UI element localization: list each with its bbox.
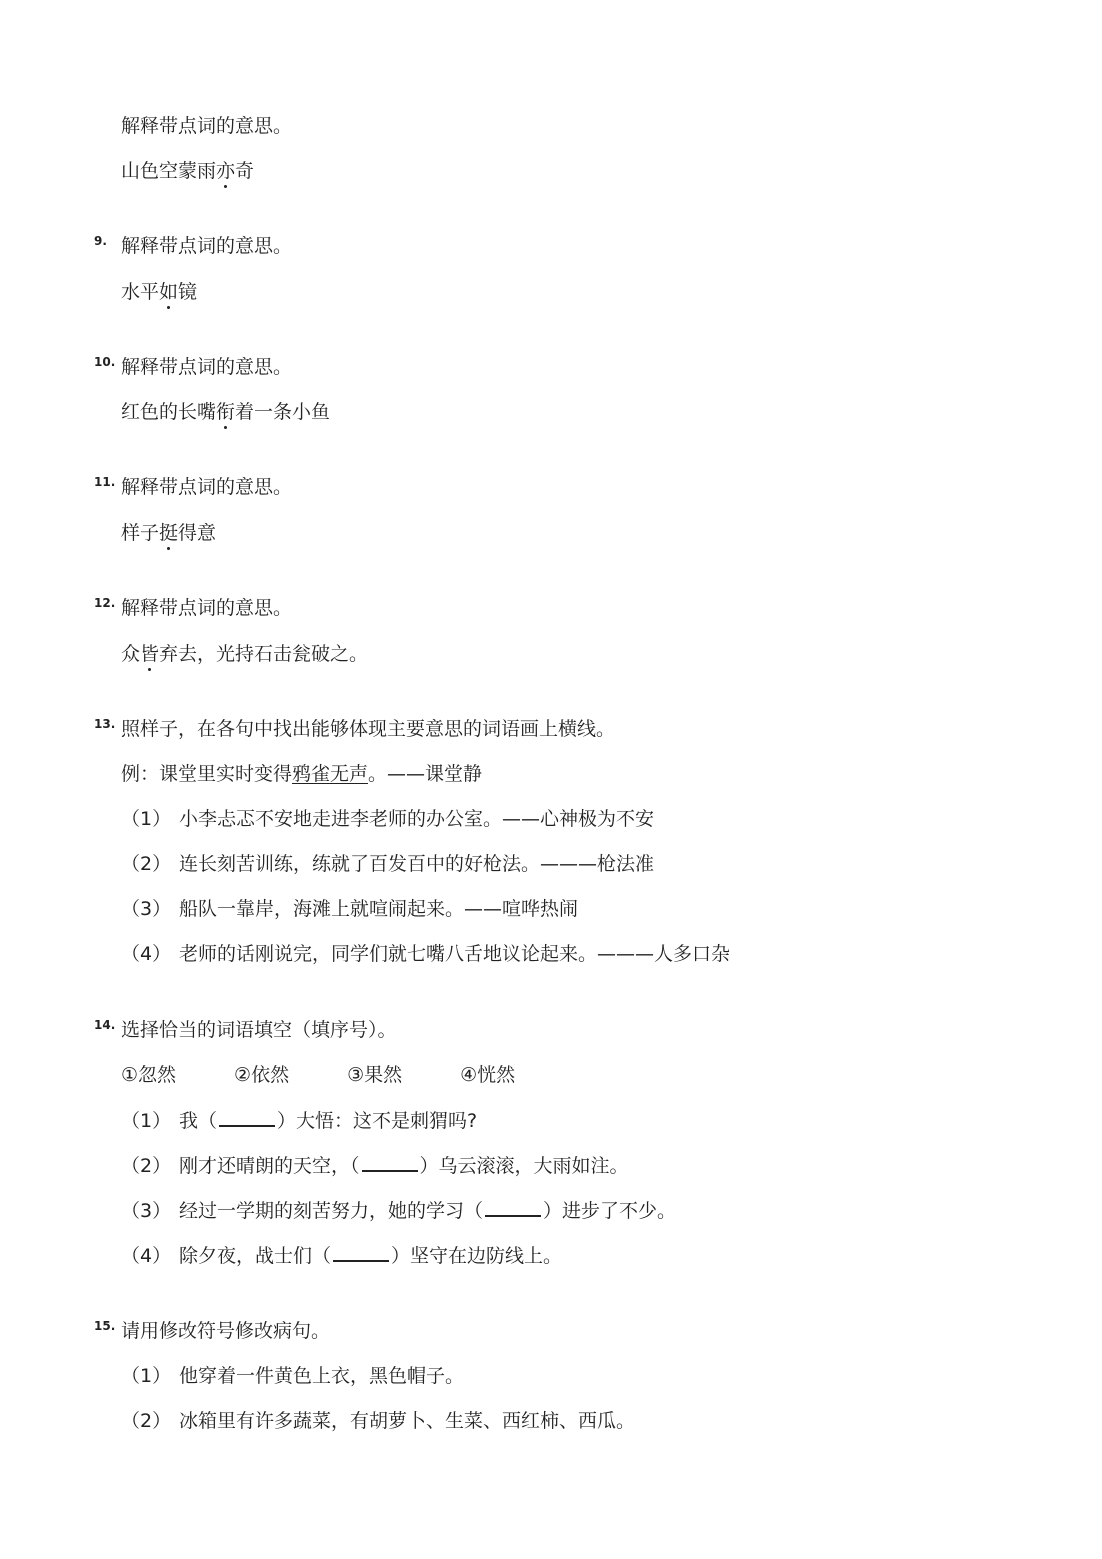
q13-item-4-text: 老师的话刚说完，同学们就七嘴八舌地议论起来。———人多口杂	[179, 943, 731, 965]
q13-item-2-label: （2）	[121, 853, 172, 875]
q14-option-1: ①忽然	[121, 1064, 177, 1086]
q10-dotted-word: 衔	[216, 401, 236, 423]
q13-number: 13.	[94, 717, 116, 731]
q13-example-post: 。——课堂静	[368, 763, 483, 785]
q10-pre: 红色的长嘴	[121, 401, 217, 423]
q11-prompt: 解释带点词的意思。	[121, 476, 293, 498]
q13-item-1	[121, 806, 654, 832]
q13-item-2	[121, 851, 654, 877]
q8-prompt: 解释带点词的意思。	[121, 115, 293, 137]
q13-example	[121, 761, 482, 787]
q14-item-3-blank[interactable]	[485, 1197, 541, 1217]
q14-item-4	[121, 1242, 562, 1269]
q14-item-2	[121, 1152, 629, 1179]
q10-post: 着一条小鱼	[235, 401, 331, 423]
q9-number: 9.	[94, 234, 107, 248]
q8-sentence	[121, 158, 254, 184]
q15-item-1	[121, 1363, 464, 1389]
q13-item-2-text: 连长刻苦训练，练就了百发百中的好枪法。———枪法准	[179, 853, 655, 875]
q10-prompt: 解释带点词的意思。	[121, 356, 293, 378]
q14-option-4: ④恍然	[460, 1064, 516, 1086]
q14-item-4-pre: 除夕夜，战士们（	[179, 1245, 332, 1267]
q13-item-4-label: （4）	[121, 943, 172, 965]
q10-number: 10.	[94, 355, 116, 369]
q14-item-3-post: ）进步了不少。	[543, 1200, 677, 1222]
q13-item-1-label: （1）	[121, 808, 172, 830]
q14-prompt: 选择恰当的词语填空（填序号）。	[121, 1019, 397, 1041]
q14-item-2-label: （2）	[121, 1155, 172, 1177]
q11-post: 得意	[178, 522, 217, 544]
q14-item-2-pre: 刚才还晴朗的天空，（	[179, 1155, 360, 1177]
q13-item-3	[121, 896, 578, 922]
q14-item-3-pre: 经过一学期的刻苦努力，她的学习（	[179, 1200, 484, 1222]
q8-post: 奇	[235, 160, 255, 182]
q14-item-2-post: ）乌云滚滚，大雨如注。	[419, 1155, 629, 1177]
q14-item-2-blank[interactable]	[362, 1152, 418, 1172]
q14-options	[121, 1062, 573, 1088]
q15-item-1-text: 他穿着一件黄色上衣，黑色帽子。	[179, 1365, 465, 1387]
q11-sentence	[121, 520, 216, 546]
q9-prompt: 解释带点词的意思。	[121, 235, 293, 257]
q13-prompt: 照样子，在各句中找出能够体现主要意思的词语画上横线。	[121, 718, 616, 740]
q13-example-underlined: 鸦雀无声	[292, 763, 369, 785]
q14-item-3-label: （3）	[121, 1200, 172, 1222]
q12-sentence	[121, 641, 368, 667]
q14-option-2: ②依然	[234, 1064, 290, 1086]
q14-item-1-blank[interactable]	[219, 1107, 275, 1127]
q9-post: 镜	[178, 281, 198, 303]
q12-dotted-word: 皆	[140, 643, 160, 665]
q15-item-2-label: （2）	[121, 1410, 172, 1432]
q14-item-4-blank[interactable]	[333, 1242, 389, 1262]
q9-pre: 水平	[121, 281, 160, 303]
q11-pre: 样子	[121, 522, 160, 544]
q8-dotted-word: 亦	[216, 160, 236, 182]
q15-item-2-text: 冰箱里有许多蔬菜，有胡萝卜、生菜、西红柿、西瓜。	[179, 1410, 636, 1432]
q14-option-3: ③果然	[347, 1064, 403, 1086]
q14-item-1-label: （1）	[121, 1110, 172, 1132]
q13-item-3-label: （3）	[121, 898, 172, 920]
q9-sentence	[121, 279, 197, 305]
q14-item-3	[121, 1197, 676, 1224]
q14-item-1-pre: 我（	[179, 1110, 218, 1132]
q15-number: 15.	[94, 1319, 116, 1333]
q15-prompt: 请用修改符号修改病句。	[121, 1320, 331, 1342]
q14-item-4-post: ）坚守在边防线上。	[391, 1245, 563, 1267]
q11-number: 11.	[94, 475, 116, 489]
q13-example-pre: 例：课堂里实时变得	[121, 763, 293, 785]
q14-item-4-label: （4）	[121, 1245, 172, 1267]
q8-pre: 山色空蒙雨	[121, 160, 217, 182]
q12-pre: 众	[121, 643, 141, 665]
q14-item-1	[121, 1107, 477, 1134]
q13-item-1-text: 小李忐忑不安地走进李老师的办公室。——心神极为不安	[179, 808, 655, 830]
q13-item-4	[121, 941, 730, 967]
q15-item-1-label: （1）	[121, 1365, 172, 1387]
q10-sentence	[121, 399, 330, 425]
q14-number: 14.	[94, 1018, 116, 1032]
q14-item-1-post: ）大悟：这不是刺猬吗?	[277, 1110, 478, 1132]
q15-item-2	[121, 1408, 635, 1434]
q9-dotted-word: 如	[159, 281, 179, 303]
q12-post: 弃去，光持石击瓮破之。	[159, 643, 369, 665]
q12-number: 12.	[94, 596, 116, 610]
q11-dotted-word: 挺	[159, 522, 179, 544]
q12-prompt: 解释带点词的意思。	[121, 597, 293, 619]
q13-item-3-text: 船队一靠岸，海滩上就喧闹起来。——喧哗热闹	[179, 898, 579, 920]
